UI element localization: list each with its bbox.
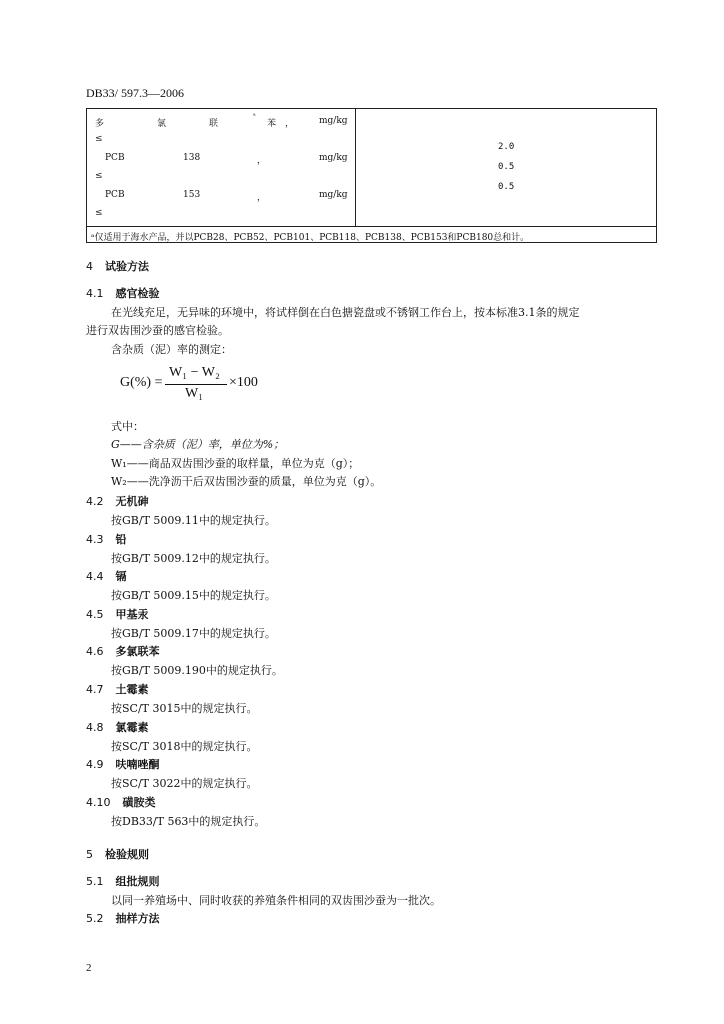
- subsection-heading: [86, 910, 160, 926]
- subsection-heading: [86, 794, 156, 810]
- paragraph-line: 进行双齿围沙蚕的感官检验。: [86, 324, 229, 337]
- subsection-number: 4.7: [86, 683, 104, 696]
- paragraph-line: 按SC/T 3018中的规定执行。: [111, 740, 258, 753]
- table-cell: ，: [285, 119, 295, 129]
- formula-numerator: W₁ − W₂: [169, 365, 220, 380]
- formula-denominator: W₁: [185, 386, 204, 401]
- subsection-heading: [86, 681, 149, 697]
- subsection-number: 4.10: [86, 796, 111, 809]
- subsection-number: 5.2: [86, 912, 104, 925]
- subsection-number: 4.5: [86, 608, 104, 621]
- section-number: 4: [86, 260, 93, 273]
- section-title: 检验规则: [105, 848, 149, 861]
- subsection-heading: [86, 606, 149, 622]
- where-label: 式中：: [111, 420, 144, 433]
- fraction-bar: [165, 384, 227, 385]
- section-heading: [86, 258, 149, 274]
- subsection-title: 甲基汞: [115, 608, 149, 621]
- table-cell: 苯: [267, 119, 277, 129]
- subsection-title: 氯霉素: [115, 721, 149, 734]
- paragraph-line: 按GB/T 5009.11中的规定执行。: [111, 514, 276, 527]
- paragraph-line: 按GB/T 5009.190中的规定执行。: [111, 664, 283, 677]
- paragraph-line: 按GB/T 5009.17中的规定执行。: [111, 627, 276, 640]
- paragraph-line: 以同一养殖场中、同时收获的养殖条件相同的双齿围沙蚕为一批次。: [111, 894, 441, 907]
- formula-multiplier: ×100: [229, 375, 258, 390]
- le-symbol: ≤: [95, 208, 103, 218]
- definition-line: G——含杂质（泥）率，单位为%；: [111, 438, 285, 451]
- document-header: DB33/ 597.3—2006: [86, 86, 185, 100]
- table-unit: mg/kg: [319, 190, 348, 200]
- definition-line: W₂——洗净沥干后双齿围沙蚕的质量，单位为克（g）。: [111, 475, 382, 488]
- table-cell: 氯: [157, 119, 167, 129]
- subsection-heading: [86, 568, 127, 584]
- subsection-number: 4.3: [86, 533, 104, 546]
- subsection-heading: [86, 873, 160, 889]
- subsection-title: 组批规则: [115, 875, 160, 888]
- section-heading: [86, 846, 149, 862]
- subsection-number: 4.8: [86, 721, 104, 734]
- paragraph-line: 在光线充足，无异味的环境中，将试样倒在白色搪瓷盘或不锈钢工作台上，按本标准3.1条的规定: [111, 306, 580, 319]
- table-cell: ，: [257, 193, 267, 203]
- definition-line: W₁——商品双齿围沙蚕的取样量，单位为克（g）；: [111, 457, 360, 470]
- table-column-divider: [355, 109, 356, 226]
- section-title: 试验方法: [105, 260, 149, 273]
- subsection-number: 4.9: [86, 758, 104, 771]
- table-cell: PCB: [105, 190, 125, 200]
- le-symbol: ≤: [95, 134, 103, 144]
- table-unit: mg/kg: [319, 116, 348, 126]
- subsection-title: 抽样方法: [115, 912, 160, 925]
- table-cell: 153: [183, 190, 201, 200]
- subsection-heading: [86, 719, 149, 735]
- page-number: 2: [86, 962, 92, 974]
- subsection-title: 无机砷: [115, 495, 149, 508]
- table-footnote: ᵃ仅适用于海水产品，并以PCB28、PCB52、PCB101、PCB118、PCB138、PCB153和PCB180总和计。: [91, 233, 530, 243]
- table-cell: 联: [209, 119, 219, 129]
- limit-value: 0.5: [498, 182, 515, 192]
- subsection-title: 铅: [115, 533, 127, 546]
- limit-value: 2.0: [498, 142, 515, 152]
- subsection-heading: [86, 643, 160, 659]
- le-symbol: ≤: [95, 171, 103, 181]
- subsection-title: 多氯联苯: [115, 645, 160, 658]
- subsection-number: 4.6: [86, 645, 104, 658]
- formula-lhs: G(%) =: [120, 375, 163, 390]
- paragraph-line: 按SC/T 3015中的规定执行。: [111, 702, 258, 715]
- footnote-marker: ᵃ: [253, 112, 256, 120]
- section-number: 5: [86, 848, 93, 861]
- subsection-heading: [86, 493, 149, 509]
- table-cell: 多: [95, 119, 105, 129]
- subsection-number: 4.4: [86, 570, 104, 583]
- table-cell: 138: [183, 153, 201, 163]
- paragraph-line: 按GB/T 5009.15中的规定执行。: [111, 589, 276, 602]
- table-unit: mg/kg: [319, 153, 348, 163]
- subsection-title: 感官检验: [115, 287, 160, 300]
- table-cell: PCB: [105, 153, 125, 163]
- table-footnote-divider: [87, 226, 656, 227]
- subsection-heading: [86, 285, 160, 301]
- subsection-title: 土霉素: [115, 683, 149, 696]
- subsection-heading: [86, 531, 127, 547]
- paragraph-line: 按GB/T 5009.12中的规定执行。: [111, 552, 276, 565]
- subsection-number: 4.2: [86, 495, 104, 508]
- subsection-title: 呋喃唑酮: [115, 758, 160, 771]
- limit-value: 0.5: [498, 162, 515, 172]
- paragraph-line: 按DB33/T 563中的规定执行。: [111, 815, 266, 828]
- limits-table: [86, 108, 657, 243]
- subsection-heading: [86, 756, 160, 772]
- subsection-number: 5.1: [86, 875, 104, 888]
- subsection-number: 4.1: [86, 287, 104, 300]
- subsection-title: 镉: [115, 570, 127, 583]
- subsection-title: 磺胺类: [122, 796, 156, 809]
- paragraph-line: 按SC/T 3022中的规定执行。: [111, 777, 258, 790]
- table-cell: ，: [257, 156, 267, 166]
- paragraph-line: 含杂质（泥）率的测定：: [111, 343, 232, 356]
